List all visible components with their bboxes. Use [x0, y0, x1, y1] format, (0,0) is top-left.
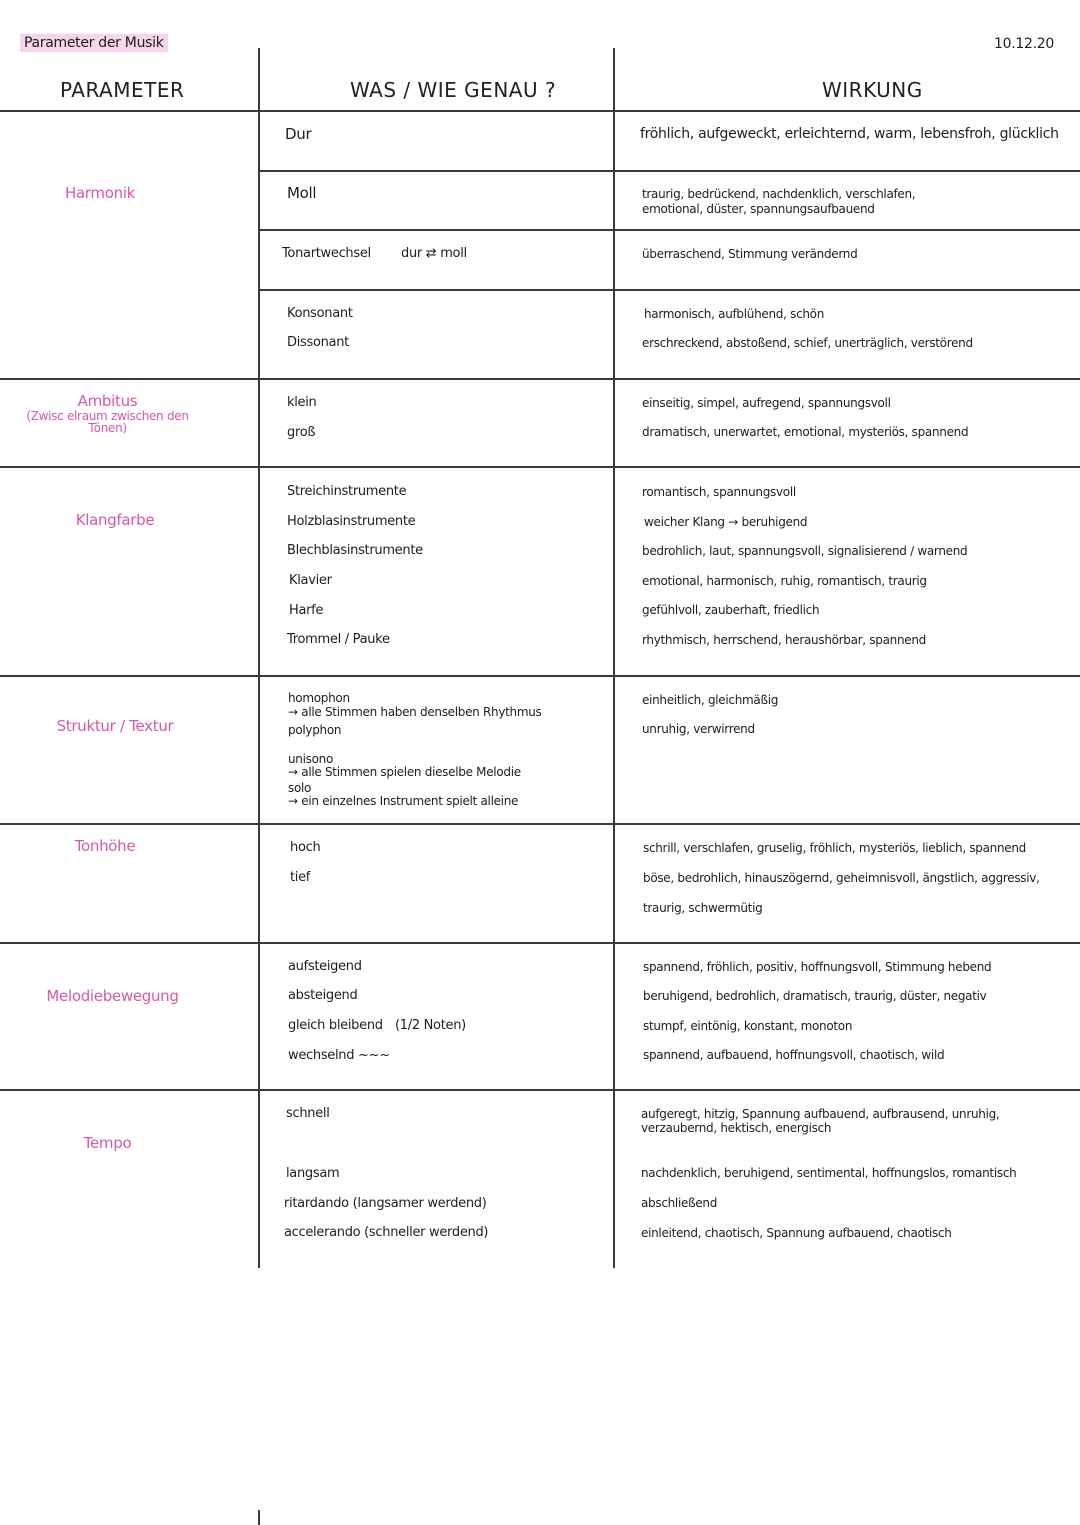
effect-klein: einseitig, simpel, aufregend, spannungsvoll	[642, 396, 891, 410]
effect-moll-line1: traurig, bedrückend, nachdenklich, verschlafen,	[642, 187, 916, 201]
what-homophon-note: → alle Stimmen haben denselben Rhythmus	[288, 705, 542, 719]
effect-streichinstrumente: romantisch, spannungsvoll	[642, 485, 796, 499]
effect-moll-line2: emotional, düster, spannungsaufbauend	[642, 202, 875, 216]
param-tempo: Tempo	[83, 1134, 132, 1152]
what-unisono: unisono	[288, 752, 333, 766]
what-polyphon: polyphon	[288, 723, 342, 737]
param-tonhoehe: Tonhöhe	[74, 837, 136, 855]
row-divider	[0, 675, 1080, 677]
param-harmonik: Harmonik	[64, 184, 136, 202]
what-tonartwechsel: Tonartwechsel	[282, 246, 371, 261]
column-divider	[613, 48, 615, 1268]
what-langsam: langsam	[286, 1166, 340, 1181]
effect-ritardando: abschließend	[641, 1196, 718, 1210]
row-divider	[260, 170, 1080, 172]
param-klangfarbe: Klangfarbe	[75, 511, 155, 529]
what-wechselnd: wechselnd ~~~	[288, 1048, 390, 1063]
row-divider	[0, 942, 1080, 944]
effect-langsam: nachdenklich, beruhigend, sentimental, hoffnungslos, romantisch	[641, 1166, 1017, 1180]
what-gleich-bleibend: gleich bleibend	[288, 1018, 383, 1033]
what-holzblasinstrumente: Holzblasinstrumente	[287, 514, 416, 529]
effect-schnell-line2: verzaubernd, hektisch, energisch	[641, 1121, 832, 1135]
effect-tonartwechsel: überraschend, Stimmung verändernd	[642, 247, 858, 261]
row-divider	[260, 229, 1080, 231]
what-gross: groß	[287, 425, 316, 440]
what-klein: klein	[287, 395, 317, 410]
effect-konsonant: harmonisch, aufblühend, schön	[644, 307, 825, 321]
column-header-what: WAS / WIE GENAU ?	[350, 78, 557, 102]
effect-dissonant: erschreckend, abstoßend, schief, unerträglich, verstörend	[642, 336, 973, 350]
what-homophon: homophon	[288, 691, 350, 705]
what-harfe: Harfe	[289, 603, 324, 618]
date-label: 10.12.20	[994, 36, 1054, 52]
param-melodiebewegung: Melodiebewegung	[46, 987, 179, 1005]
what-ritardando: ritardando (langsamer werdend)	[284, 1196, 487, 1211]
what-blechblasinstrumente: Blechblasinstrumente	[287, 543, 423, 558]
effect-absteigend: beruhigend, bedrohlich, dramatisch, traurig, düster, negativ	[643, 989, 987, 1003]
param-ambitus-note: (Zwisc elraum zwischen den Tönen)	[26, 409, 189, 435]
effect-harfe: gefühlvoll, zauberhaft, friedlich	[642, 603, 820, 617]
effect-schnell-line1: aufgeregt, hitzig, Spannung aufbauend, aufbrausend, unruhig,	[641, 1107, 1000, 1121]
effect-accelerando: einleitend, chaotisch, Spannung aufbauend, chaotisch	[641, 1226, 952, 1240]
what-accelerando: accelerando (schneller werdend)	[284, 1225, 489, 1240]
what-dur: Dur	[285, 125, 312, 143]
effect-klavier: emotional, harmonisch, ruhig, romantisch, traurig	[642, 574, 927, 588]
what-solo-note: → ein einzelnes Instrument spielt alleine	[288, 794, 519, 808]
row-divider	[260, 289, 1080, 291]
column-header-effect: WIRKUNG	[822, 78, 923, 102]
row-divider	[0, 823, 1080, 825]
what-moll: Moll	[287, 184, 317, 202]
page-title: Parameter der Musik	[20, 34, 168, 52]
what-tonartwechsel-note: dur ⇄ moll	[401, 246, 467, 261]
what-absteigend: absteigend	[288, 988, 358, 1003]
effect-wechselnd: spannend, aufbauend, hoffnungsvoll, chaotisch, wild	[643, 1048, 945, 1062]
row-divider	[0, 1089, 1080, 1091]
what-schnell: schnell	[286, 1106, 330, 1121]
what-solo: solo	[288, 781, 312, 795]
what-dissonant: Dissonant	[287, 335, 349, 350]
row-divider	[0, 378, 1080, 380]
what-streichinstrumente: Streichinstrumente	[287, 484, 407, 499]
param-struktur: Struktur / Textur	[56, 717, 174, 735]
effect-gleich-bleibend: stumpf, eintönig, konstant, monoton	[643, 1019, 853, 1033]
row-divider	[0, 110, 1080, 112]
effect-tief-line1: böse, bedrohlich, hinauszögernd, geheimnisvoll, ängstlich, aggressiv,	[643, 871, 1040, 885]
param-ambitus	[20, 392, 195, 434]
what-klavier: Klavier	[289, 573, 332, 588]
column-divider	[258, 48, 260, 1268]
effect-polyphon: unruhig, verwirrend	[642, 722, 755, 736]
effect-blechblasinstrumente: bedrohlich, laut, spannungsvoll, signalisierend / warnend	[642, 544, 968, 558]
param-ambitus-label: Ambitus	[77, 392, 138, 410]
effect-dur: fröhlich, aufgeweckt, erleichternd, warm, lebensfroh, glücklich	[640, 126, 1059, 142]
what-tief: tief	[290, 870, 311, 885]
column-header-parameter: PARAMETER	[60, 78, 185, 102]
effect-aufsteigend: spannend, fröhlich, positiv, hoffnungsvoll, Stimmung hebend	[643, 960, 992, 974]
what-konsonant: Konsonant	[287, 306, 353, 321]
effect-trommel-pauke: rhythmisch, herrschend, heraushörbar, spannend	[642, 633, 926, 647]
what-unisono-note: → alle Stimmen spielen dieselbe Melodie	[288, 765, 521, 779]
what-aufsteigend: aufsteigend	[288, 959, 362, 974]
effect-hoch: schrill, verschlafen, gruselig, fröhlich, mysteriös, lieblich, spannend	[643, 841, 1026, 855]
what-trommel-pauke: Trommel / Pauke	[287, 632, 390, 647]
what-gleich-bleibend-note: (1/2 Noten)	[395, 1018, 466, 1033]
effect-holzblasinstrumente: weicher Klang → beruhigend	[644, 515, 808, 529]
row-divider	[0, 466, 1080, 468]
what-hoch: hoch	[290, 840, 321, 855]
column-divider-stub	[258, 1510, 260, 1525]
effect-gross: dramatisch, unerwartet, emotional, mysteriös, spannend	[642, 425, 969, 439]
effect-homophon: einheitlich, gleichmäßig	[642, 693, 779, 707]
effect-tief-line2: traurig, schwermütig	[643, 901, 763, 915]
